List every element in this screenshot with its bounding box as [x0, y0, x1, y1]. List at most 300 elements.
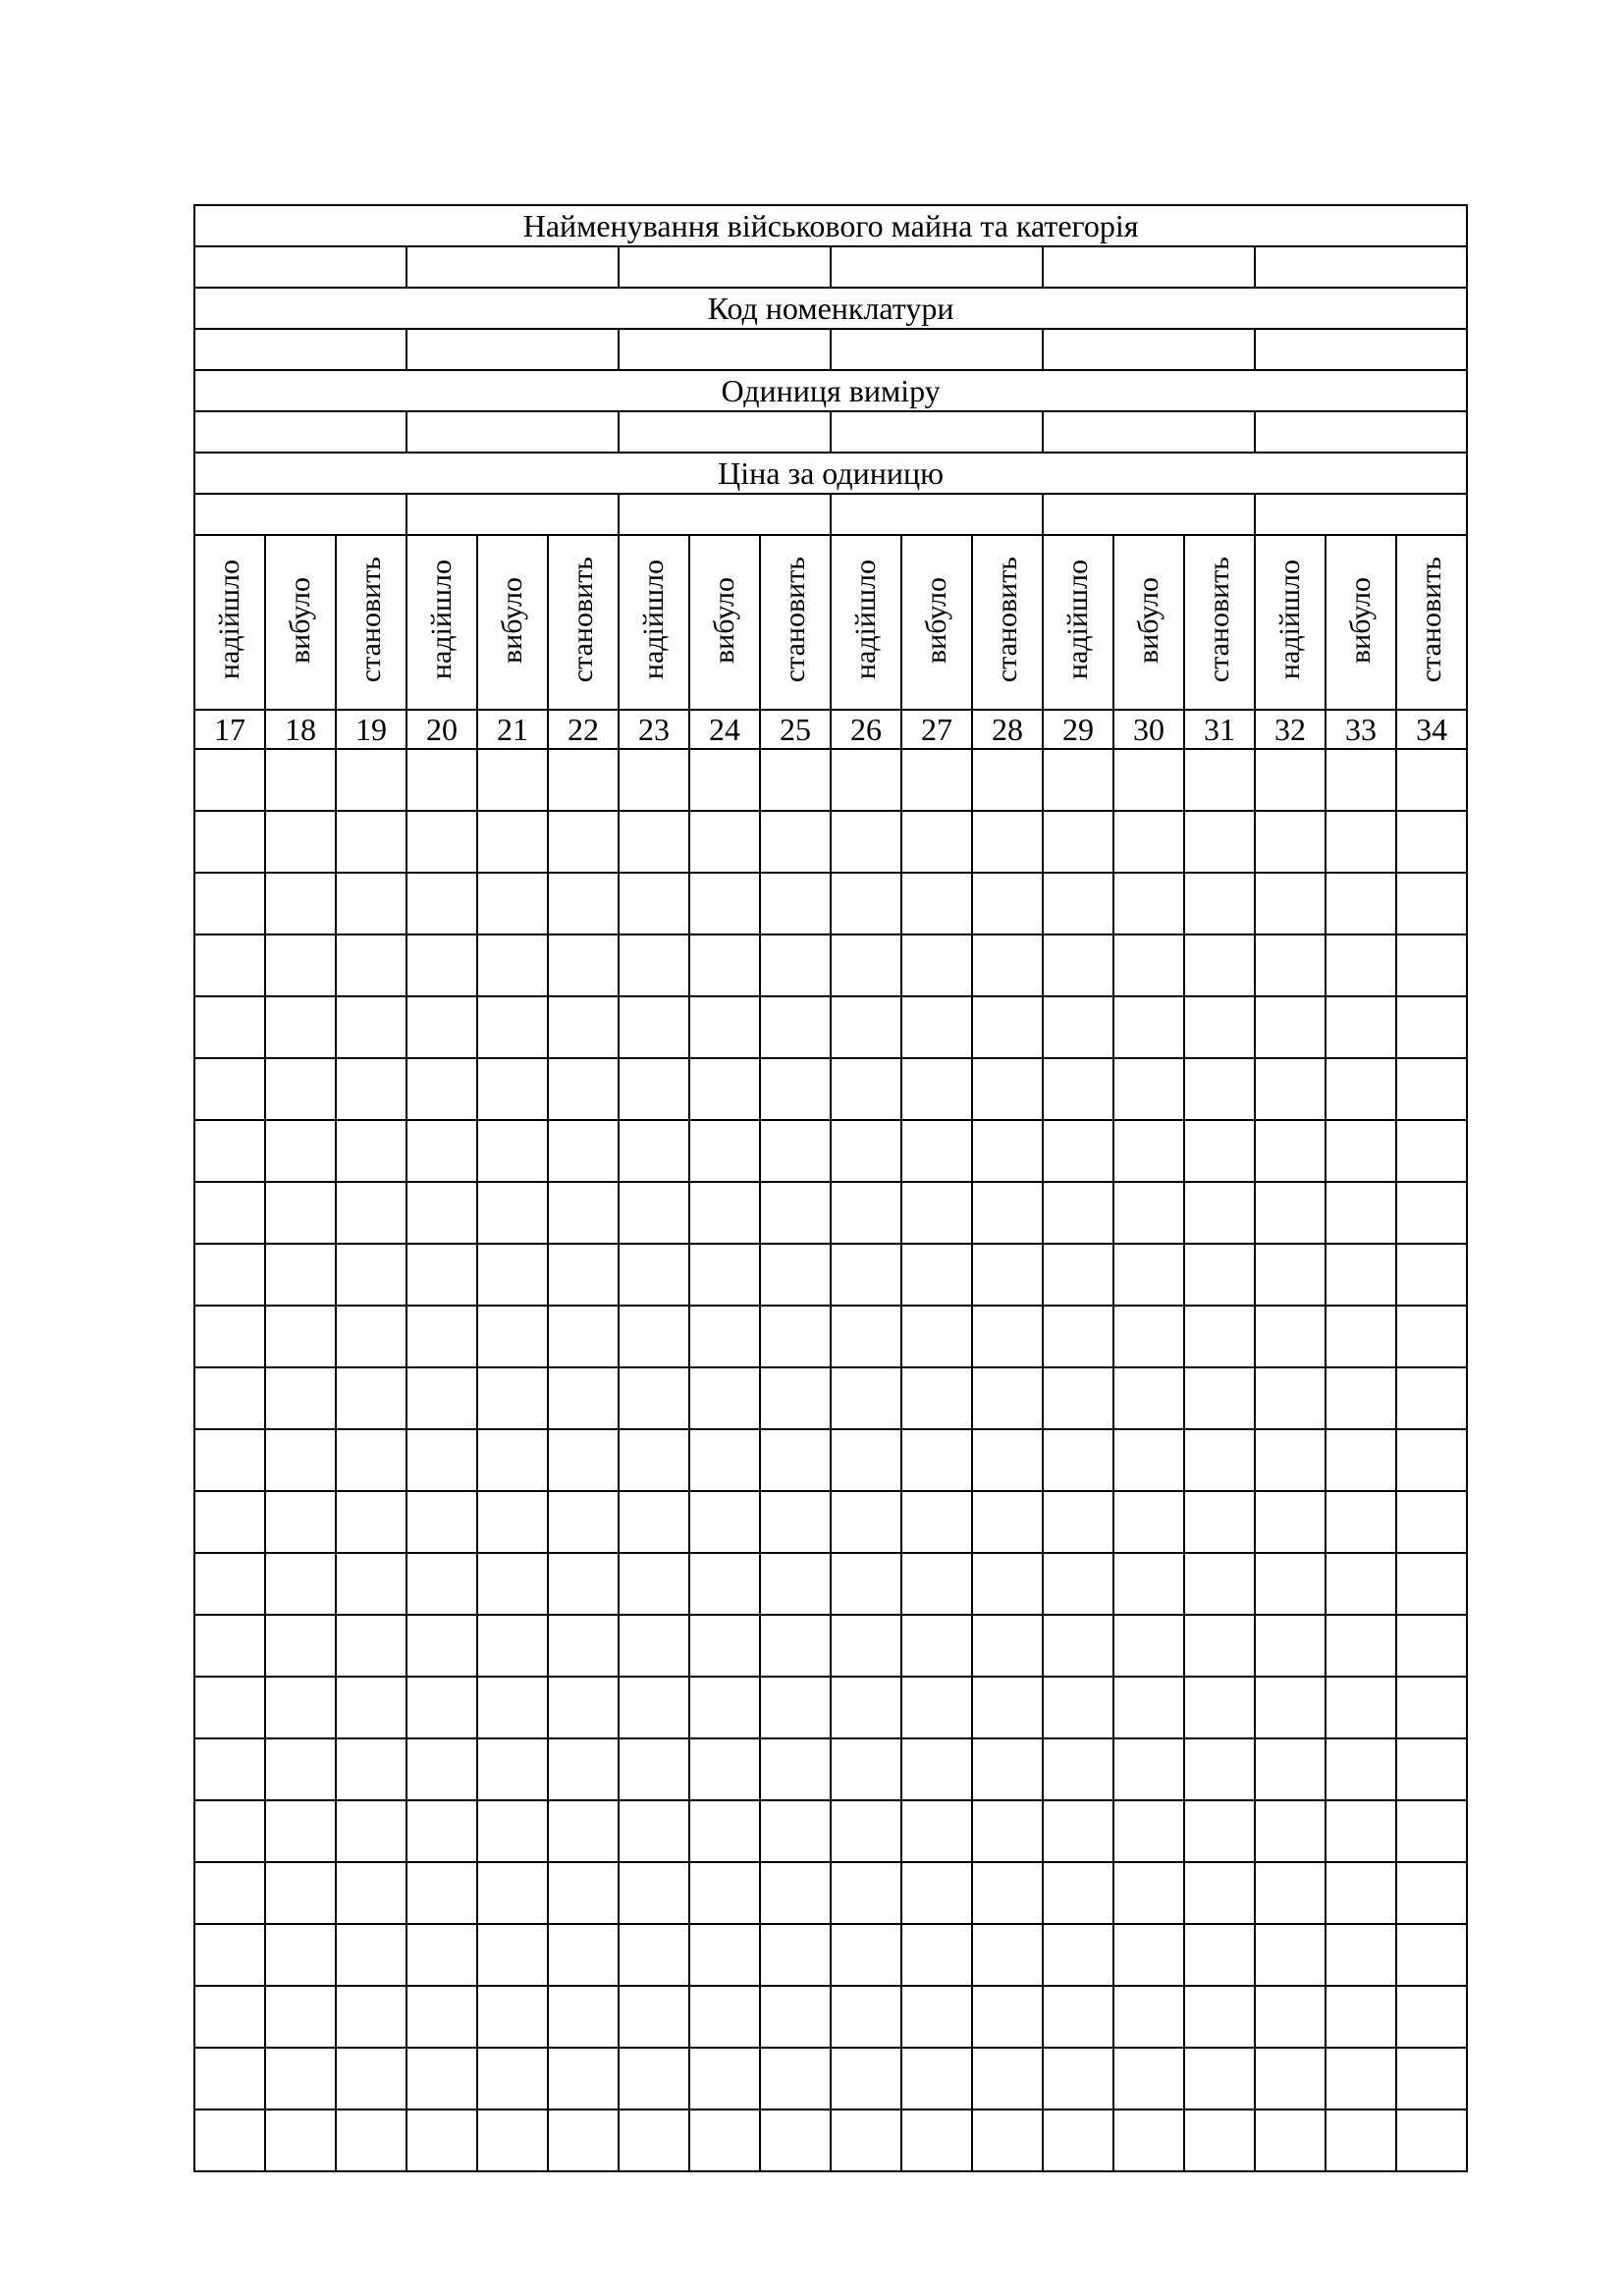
- data-cell[interactable]: [406, 1244, 477, 1306]
- data-cell[interactable]: [548, 1182, 619, 1244]
- data-cell[interactable]: [1043, 1677, 1113, 1738]
- data-cell[interactable]: [1113, 1182, 1184, 1244]
- data-cell[interactable]: [265, 1986, 336, 2048]
- data-cell[interactable]: [760, 1553, 831, 1615]
- data-cell[interactable]: [336, 1615, 406, 1677]
- data-cell[interactable]: [619, 1924, 689, 1986]
- data-cell[interactable]: [1113, 1244, 1184, 1306]
- data-cell[interactable]: [901, 1553, 972, 1615]
- data-cell[interactable]: [477, 2048, 548, 2109]
- data-cell[interactable]: [406, 1182, 477, 1244]
- data-cell[interactable]: [1326, 1738, 1396, 1800]
- data-cell[interactable]: [1043, 996, 1113, 1058]
- data-cell[interactable]: [1255, 749, 1326, 811]
- data-cell[interactable]: [619, 1058, 689, 1120]
- data-cell[interactable]: [1326, 1244, 1396, 1306]
- data-cell[interactable]: [619, 2048, 689, 2109]
- group-value-cell[interactable]: [406, 246, 619, 288]
- data-cell[interactable]: [689, 996, 760, 1058]
- data-cell[interactable]: [1184, 1553, 1255, 1615]
- data-cell[interactable]: [831, 1677, 901, 1738]
- data-cell[interactable]: [1043, 1800, 1113, 1862]
- data-cell[interactable]: [619, 934, 689, 996]
- data-cell[interactable]: [689, 1367, 760, 1429]
- data-cell[interactable]: [1396, 1058, 1467, 1120]
- data-cell[interactable]: [972, 1615, 1043, 1677]
- data-cell[interactable]: [406, 1429, 477, 1491]
- group-value-cell[interactable]: [831, 329, 1043, 370]
- data-cell[interactable]: [265, 1862, 336, 1924]
- data-cell[interactable]: [901, 996, 972, 1058]
- data-cell[interactable]: [1184, 1182, 1255, 1244]
- data-cell[interactable]: [619, 1615, 689, 1677]
- data-cell[interactable]: [972, 1924, 1043, 1986]
- data-cell[interactable]: [1396, 934, 1467, 996]
- data-cell[interactable]: [548, 1986, 619, 2048]
- data-cell[interactable]: [972, 811, 1043, 873]
- data-cell[interactable]: [194, 1058, 265, 1120]
- data-cell[interactable]: [194, 1182, 265, 1244]
- data-cell[interactable]: [336, 1986, 406, 2048]
- data-cell[interactable]: [972, 1738, 1043, 1800]
- data-cell[interactable]: [901, 1120, 972, 1182]
- data-cell[interactable]: [548, 811, 619, 873]
- data-cell[interactable]: [1255, 1553, 1326, 1615]
- data-cell[interactable]: [477, 1677, 548, 1738]
- data-cell[interactable]: [760, 1738, 831, 1800]
- group-value-cell[interactable]: [406, 411, 619, 453]
- data-cell[interactable]: [477, 1924, 548, 1986]
- data-cell[interactable]: [760, 1244, 831, 1306]
- data-cell[interactable]: [831, 1738, 901, 1800]
- data-cell[interactable]: [689, 1120, 760, 1182]
- data-cell[interactable]: [689, 1862, 760, 1924]
- data-cell[interactable]: [689, 1800, 760, 1862]
- data-cell[interactable]: [760, 1615, 831, 1677]
- data-cell[interactable]: [1184, 1862, 1255, 1924]
- data-cell[interactable]: [194, 1244, 265, 1306]
- data-cell[interactable]: [194, 1615, 265, 1677]
- data-cell[interactable]: [972, 2048, 1043, 2109]
- data-cell[interactable]: [1326, 1367, 1396, 1429]
- data-cell[interactable]: [1396, 873, 1467, 934]
- data-cell[interactable]: [619, 1182, 689, 1244]
- data-cell[interactable]: [1043, 1058, 1113, 1120]
- data-cell[interactable]: [477, 996, 548, 1058]
- data-cell[interactable]: [477, 1615, 548, 1677]
- data-cell[interactable]: [1326, 1120, 1396, 1182]
- group-value-cell[interactable]: [1255, 246, 1467, 288]
- data-cell[interactable]: [194, 1924, 265, 1986]
- data-cell[interactable]: [619, 1800, 689, 1862]
- data-cell[interactable]: [548, 1429, 619, 1491]
- data-cell[interactable]: [548, 1306, 619, 1367]
- data-cell[interactable]: [831, 749, 901, 811]
- group-value-cell[interactable]: [619, 329, 831, 370]
- group-value-cell[interactable]: [406, 329, 619, 370]
- data-cell[interactable]: [194, 1553, 265, 1615]
- data-cell[interactable]: [689, 1738, 760, 1800]
- data-cell[interactable]: [406, 1862, 477, 1924]
- data-cell[interactable]: [336, 1491, 406, 1553]
- data-cell[interactable]: [1043, 811, 1113, 873]
- data-cell[interactable]: [901, 1677, 972, 1738]
- data-cell[interactable]: [1326, 1615, 1396, 1677]
- data-cell[interactable]: [1255, 934, 1326, 996]
- data-cell[interactable]: [689, 934, 760, 996]
- data-cell[interactable]: [1043, 2109, 1113, 2171]
- data-cell[interactable]: [477, 1244, 548, 1306]
- data-cell[interactable]: [1326, 1553, 1396, 1615]
- data-cell[interactable]: [265, 1244, 336, 1306]
- data-cell[interactable]: [194, 2109, 265, 2171]
- data-cell[interactable]: [477, 1367, 548, 1429]
- data-cell[interactable]: [831, 1182, 901, 1244]
- data-cell[interactable]: [265, 749, 336, 811]
- data-cell[interactable]: [1326, 1491, 1396, 1553]
- data-cell[interactable]: [548, 1862, 619, 1924]
- data-cell[interactable]: [831, 1120, 901, 1182]
- data-cell[interactable]: [972, 1182, 1043, 1244]
- data-cell[interactable]: [1113, 1553, 1184, 1615]
- data-cell[interactable]: [689, 1924, 760, 1986]
- data-cell[interactable]: [689, 1306, 760, 1367]
- data-cell[interactable]: [548, 2109, 619, 2171]
- data-cell[interactable]: [194, 873, 265, 934]
- data-cell[interactable]: [760, 1058, 831, 1120]
- data-cell[interactable]: [972, 1058, 1043, 1120]
- data-cell[interactable]: [1043, 2048, 1113, 2109]
- data-cell[interactable]: [689, 1553, 760, 1615]
- data-cell[interactable]: [194, 1738, 265, 1800]
- data-cell[interactable]: [477, 1491, 548, 1553]
- data-cell[interactable]: [194, 996, 265, 1058]
- data-cell[interactable]: [1184, 1491, 1255, 1553]
- data-cell[interactable]: [689, 1058, 760, 1120]
- data-cell[interactable]: [1326, 2109, 1396, 2171]
- data-cell[interactable]: [1184, 1677, 1255, 1738]
- data-cell[interactable]: [548, 996, 619, 1058]
- data-cell[interactable]: [406, 1677, 477, 1738]
- data-cell[interactable]: [1396, 1800, 1467, 1862]
- data-cell[interactable]: [760, 2048, 831, 2109]
- data-cell[interactable]: [901, 1615, 972, 1677]
- data-cell[interactable]: [548, 934, 619, 996]
- data-cell[interactable]: [1113, 996, 1184, 1058]
- data-cell[interactable]: [1396, 1615, 1467, 1677]
- data-cell[interactable]: [689, 1615, 760, 1677]
- data-cell[interactable]: [619, 996, 689, 1058]
- data-cell[interactable]: [548, 1615, 619, 1677]
- data-cell[interactable]: [265, 1367, 336, 1429]
- group-value-cell[interactable]: [1255, 411, 1467, 453]
- data-cell[interactable]: [901, 2109, 972, 2171]
- data-cell[interactable]: [1326, 1986, 1396, 2048]
- data-cell[interactable]: [619, 1367, 689, 1429]
- data-cell[interactable]: [548, 1058, 619, 1120]
- data-cell[interactable]: [760, 2109, 831, 2171]
- data-cell[interactable]: [1043, 934, 1113, 996]
- data-cell[interactable]: [831, 1306, 901, 1367]
- data-cell[interactable]: [406, 749, 477, 811]
- data-cell[interactable]: [548, 1120, 619, 1182]
- data-cell[interactable]: [1255, 1800, 1326, 1862]
- group-value-cell[interactable]: [1043, 329, 1255, 370]
- data-cell[interactable]: [1255, 1244, 1326, 1306]
- data-cell[interactable]: [1326, 1182, 1396, 1244]
- data-cell[interactable]: [1255, 2048, 1326, 2109]
- data-cell[interactable]: [1113, 1738, 1184, 1800]
- data-cell[interactable]: [619, 1306, 689, 1367]
- data-cell[interactable]: [1184, 1924, 1255, 1986]
- data-cell[interactable]: [1184, 1738, 1255, 1800]
- data-cell[interactable]: [406, 1120, 477, 1182]
- data-cell[interactable]: [1255, 1862, 1326, 1924]
- data-cell[interactable]: [406, 996, 477, 1058]
- data-cell[interactable]: [901, 1738, 972, 1800]
- data-cell[interactable]: [336, 1367, 406, 1429]
- data-cell[interactable]: [1043, 1986, 1113, 2048]
- group-value-cell[interactable]: [619, 411, 831, 453]
- data-cell[interactable]: [265, 1553, 336, 1615]
- data-cell[interactable]: [831, 1367, 901, 1429]
- data-cell[interactable]: [548, 1553, 619, 1615]
- data-cell[interactable]: [689, 811, 760, 873]
- data-cell[interactable]: [1043, 1244, 1113, 1306]
- data-cell[interactable]: [901, 2048, 972, 2109]
- data-cell[interactable]: [901, 1244, 972, 1306]
- data-cell[interactable]: [619, 1429, 689, 1491]
- data-cell[interactable]: [1255, 811, 1326, 873]
- data-cell[interactable]: [831, 1553, 901, 1615]
- data-cell[interactable]: [1255, 1986, 1326, 2048]
- data-cell[interactable]: [831, 1924, 901, 1986]
- data-cell[interactable]: [1255, 996, 1326, 1058]
- data-cell[interactable]: [619, 1244, 689, 1306]
- data-cell[interactable]: [1396, 1244, 1467, 1306]
- data-cell[interactable]: [1113, 1615, 1184, 1677]
- data-cell[interactable]: [1113, 934, 1184, 996]
- data-cell[interactable]: [1184, 811, 1255, 873]
- data-cell[interactable]: [831, 873, 901, 934]
- data-cell[interactable]: [972, 1429, 1043, 1491]
- data-cell[interactable]: [831, 1429, 901, 1491]
- data-cell[interactable]: [406, 1800, 477, 1862]
- data-cell[interactable]: [760, 1120, 831, 1182]
- data-cell[interactable]: [760, 934, 831, 996]
- data-cell[interactable]: [1255, 1306, 1326, 1367]
- group-value-cell[interactable]: [619, 494, 831, 535]
- data-cell[interactable]: [336, 1306, 406, 1367]
- data-cell[interactable]: [548, 2048, 619, 2109]
- data-cell[interactable]: [1326, 1924, 1396, 1986]
- data-cell[interactable]: [1396, 2109, 1467, 2171]
- data-cell[interactable]: [1396, 1738, 1467, 1800]
- data-cell[interactable]: [831, 1800, 901, 1862]
- group-value-cell[interactable]: [194, 329, 406, 370]
- data-cell[interactable]: [1043, 1306, 1113, 1367]
- data-cell[interactable]: [1396, 1986, 1467, 2048]
- data-cell[interactable]: [760, 749, 831, 811]
- group-value-cell[interactable]: [1043, 494, 1255, 535]
- data-cell[interactable]: [406, 873, 477, 934]
- data-cell[interactable]: [265, 1924, 336, 1986]
- data-cell[interactable]: [901, 1306, 972, 1367]
- data-cell[interactable]: [619, 811, 689, 873]
- data-cell[interactable]: [265, 2109, 336, 2171]
- data-cell[interactable]: [336, 1677, 406, 1738]
- data-cell[interactable]: [831, 1058, 901, 1120]
- data-cell[interactable]: [619, 1986, 689, 2048]
- data-cell[interactable]: [548, 1677, 619, 1738]
- data-cell[interactable]: [689, 1491, 760, 1553]
- data-cell[interactable]: [689, 1429, 760, 1491]
- data-cell[interactable]: [194, 1986, 265, 2048]
- data-cell[interactable]: [1184, 749, 1255, 811]
- data-cell[interactable]: [548, 873, 619, 934]
- data-cell[interactable]: [831, 1986, 901, 2048]
- data-cell[interactable]: [1326, 1429, 1396, 1491]
- data-cell[interactable]: [336, 1862, 406, 1924]
- data-cell[interactable]: [972, 934, 1043, 996]
- data-cell[interactable]: [972, 1306, 1043, 1367]
- data-cell[interactable]: [477, 749, 548, 811]
- data-cell[interactable]: [194, 811, 265, 873]
- data-cell[interactable]: [901, 1986, 972, 2048]
- data-cell[interactable]: [760, 1862, 831, 1924]
- data-cell[interactable]: [689, 2109, 760, 2171]
- data-cell[interactable]: [619, 1120, 689, 1182]
- data-cell[interactable]: [619, 1738, 689, 1800]
- data-cell[interactable]: [1113, 749, 1184, 811]
- data-cell[interactable]: [1326, 996, 1396, 1058]
- data-cell[interactable]: [1184, 873, 1255, 934]
- data-cell[interactable]: [1326, 1800, 1396, 1862]
- group-value-cell[interactable]: [1043, 411, 1255, 453]
- data-cell[interactable]: [1184, 1367, 1255, 1429]
- data-cell[interactable]: [760, 1677, 831, 1738]
- data-cell[interactable]: [1326, 1306, 1396, 1367]
- data-cell[interactable]: [901, 1367, 972, 1429]
- data-cell[interactable]: [972, 1862, 1043, 1924]
- data-cell[interactable]: [194, 1800, 265, 1862]
- data-cell[interactable]: [1043, 1429, 1113, 1491]
- data-cell[interactable]: [1396, 1862, 1467, 1924]
- data-cell[interactable]: [1396, 1182, 1467, 1244]
- data-cell[interactable]: [1184, 1615, 1255, 1677]
- data-cell[interactable]: [336, 934, 406, 996]
- data-cell[interactable]: [1396, 1491, 1467, 1553]
- data-cell[interactable]: [194, 1306, 265, 1367]
- data-cell[interactable]: [972, 1986, 1043, 2048]
- data-cell[interactable]: [901, 1800, 972, 1862]
- data-cell[interactable]: [406, 1306, 477, 1367]
- data-cell[interactable]: [477, 873, 548, 934]
- data-cell[interactable]: [265, 1615, 336, 1677]
- data-cell[interactable]: [336, 1553, 406, 1615]
- data-cell[interactable]: [831, 996, 901, 1058]
- data-cell[interactable]: [1255, 1491, 1326, 1553]
- data-cell[interactable]: [1255, 1677, 1326, 1738]
- data-cell[interactable]: [1396, 2048, 1467, 2109]
- data-cell[interactable]: [548, 1367, 619, 1429]
- data-cell[interactable]: [1255, 1738, 1326, 1800]
- data-cell[interactable]: [972, 1677, 1043, 1738]
- data-cell[interactable]: [1396, 1120, 1467, 1182]
- data-cell[interactable]: [1113, 811, 1184, 873]
- data-cell[interactable]: [1184, 2048, 1255, 2109]
- data-cell[interactable]: [1113, 1491, 1184, 1553]
- data-cell[interactable]: [477, 1553, 548, 1615]
- data-cell[interactable]: [901, 1429, 972, 1491]
- data-cell[interactable]: [760, 1491, 831, 1553]
- data-cell[interactable]: [265, 1800, 336, 1862]
- data-cell[interactable]: [972, 1800, 1043, 1862]
- data-cell[interactable]: [548, 1924, 619, 1986]
- data-cell[interactable]: [477, 1800, 548, 1862]
- data-cell[interactable]: [194, 1677, 265, 1738]
- data-cell[interactable]: [1396, 1306, 1467, 1367]
- data-cell[interactable]: [194, 1491, 265, 1553]
- data-cell[interactable]: [1184, 996, 1255, 1058]
- data-cell[interactable]: [194, 2048, 265, 2109]
- data-cell[interactable]: [760, 1429, 831, 1491]
- group-value-cell[interactable]: [194, 411, 406, 453]
- data-cell[interactable]: [406, 1615, 477, 1677]
- data-cell[interactable]: [477, 2109, 548, 2171]
- group-value-cell[interactable]: [619, 246, 831, 288]
- data-cell[interactable]: [1396, 1924, 1467, 1986]
- data-cell[interactable]: [265, 873, 336, 934]
- data-cell[interactable]: [1396, 1429, 1467, 1491]
- data-cell[interactable]: [1043, 1862, 1113, 1924]
- data-cell[interactable]: [901, 1924, 972, 1986]
- data-cell[interactable]: [831, 2048, 901, 2109]
- data-cell[interactable]: [831, 1491, 901, 1553]
- data-cell[interactable]: [760, 1367, 831, 1429]
- group-value-cell[interactable]: [194, 246, 406, 288]
- data-cell[interactable]: [1184, 2109, 1255, 2171]
- data-cell[interactable]: [760, 1800, 831, 1862]
- data-cell[interactable]: [1255, 1367, 1326, 1429]
- data-cell[interactable]: [265, 934, 336, 996]
- data-cell[interactable]: [1326, 2048, 1396, 2109]
- data-cell[interactable]: [1113, 1306, 1184, 1367]
- data-cell[interactable]: [336, 2109, 406, 2171]
- data-cell[interactable]: [760, 1924, 831, 1986]
- data-cell[interactable]: [1255, 1924, 1326, 1986]
- data-cell[interactable]: [477, 1862, 548, 1924]
- data-cell[interactable]: [619, 749, 689, 811]
- group-value-cell[interactable]: [194, 494, 406, 535]
- data-cell[interactable]: [689, 873, 760, 934]
- data-cell[interactable]: [619, 1491, 689, 1553]
- data-cell[interactable]: [194, 1862, 265, 1924]
- data-cell[interactable]: [1396, 749, 1467, 811]
- data-cell[interactable]: [901, 1862, 972, 1924]
- data-cell[interactable]: [1255, 2109, 1326, 2171]
- data-cell[interactable]: [972, 1553, 1043, 1615]
- data-cell[interactable]: [1043, 1182, 1113, 1244]
- data-cell[interactable]: [406, 1553, 477, 1615]
- data-cell[interactable]: [1184, 934, 1255, 996]
- data-cell[interactable]: [336, 1924, 406, 1986]
- data-cell[interactable]: [1113, 873, 1184, 934]
- data-cell[interactable]: [477, 1058, 548, 1120]
- data-cell[interactable]: [760, 873, 831, 934]
- data-cell[interactable]: [1113, 2048, 1184, 2109]
- data-cell[interactable]: [901, 1491, 972, 1553]
